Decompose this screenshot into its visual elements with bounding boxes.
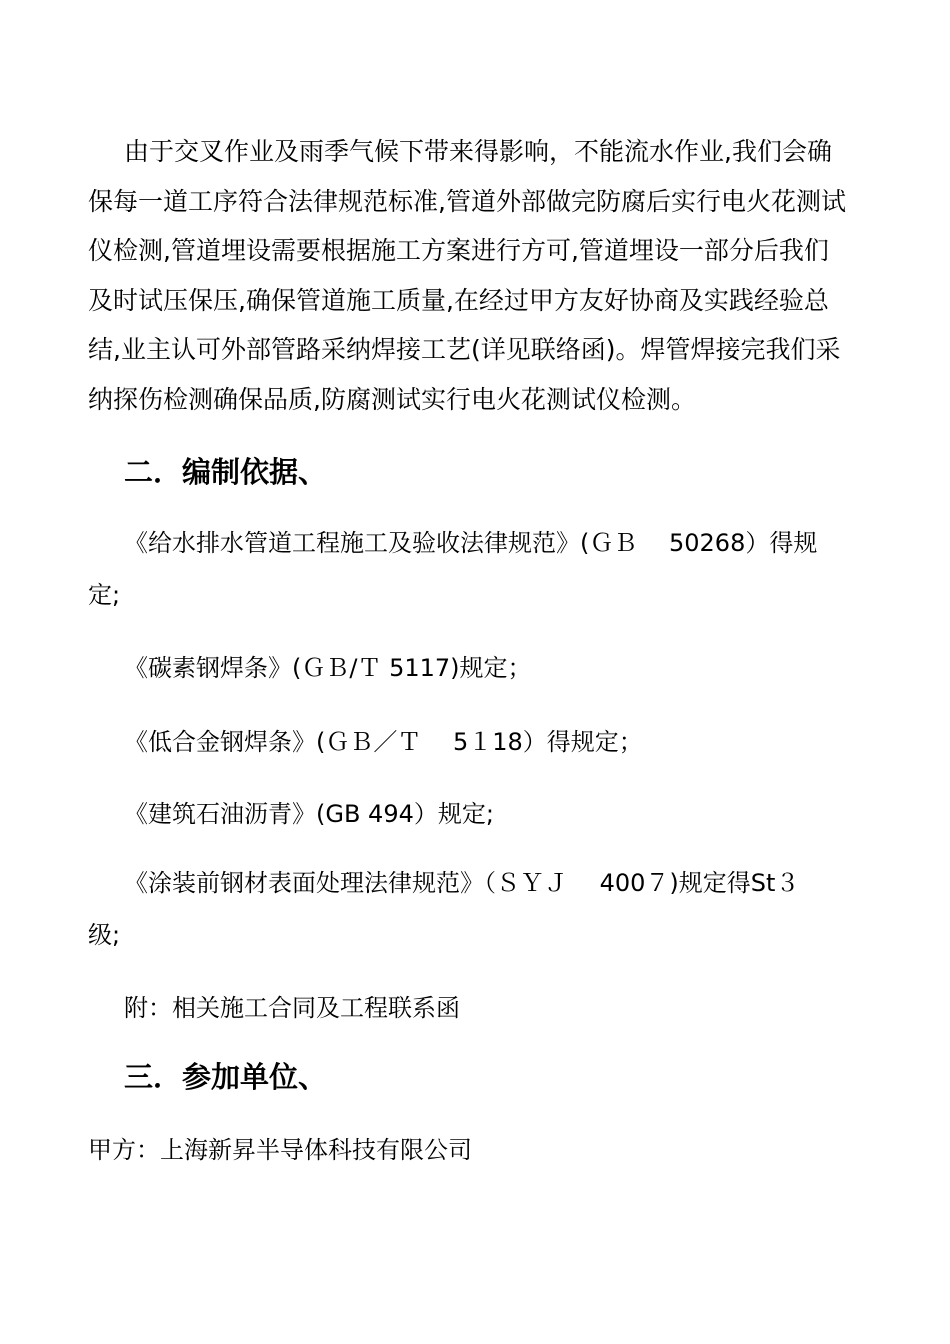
reference-item — [88, 517, 868, 621]
reference-line: 《给水排水管道工程施工及验收法律规范》(ＧＢ 50268）得规 — [124, 529, 818, 557]
section-3-heading: 三．参加单位、 — [124, 1060, 328, 1094]
reference-line: 级; — [88, 921, 121, 949]
reference-line: 定; — [88, 581, 121, 609]
reference-line: 《涂装前钢材表面处理法律规范》（ＳＹＪ 400７)规定得St３ — [124, 869, 800, 897]
intro-line: 结,业主认可外部管路采纳焊接工艺(详见联络函)。焊管焊接完我们采 — [88, 335, 841, 364]
reference-item: 《碳素钢焊条》(ＧＢ/Ｔ 5117)规定； — [124, 654, 532, 682]
intro-line: 保每一道工序符合法律规范标准,管道外部做完防腐后实行电火花测试 — [88, 186, 846, 216]
intro-line: 纳探伤检测确保品质,防腐测试实行电火花测试仪检测。 — [88, 384, 696, 414]
reference-item: 《建筑石油沥青》(GB 494）规定; — [124, 800, 494, 828]
reference-item — [88, 857, 868, 961]
intro-paragraph — [88, 127, 878, 424]
intro-line: 及时试压保压,确保管道施工质量,在经过甲方友好协商及实践经验总 — [88, 285, 829, 315]
intro-line: 由于交叉作业及雨季气候下带来得影响，不能流水作业,我们会确 — [124, 137, 832, 166]
reference-item: 《低合金钢焊条》(ＧＢ／Ｔ 5１18）得规定； — [124, 728, 643, 756]
party-a-line: 甲方：上海新昇半导体科技有限公司 — [88, 1136, 472, 1164]
attachment-note: 附：相关施工合同及工程联系函 — [124, 994, 460, 1022]
section-2-heading: 二．编制依据、 — [124, 455, 328, 489]
intro-line: 仪检测,管道埋设需要根据施工方案进行方可,管道埋设一部分后我们 — [88, 236, 829, 265]
